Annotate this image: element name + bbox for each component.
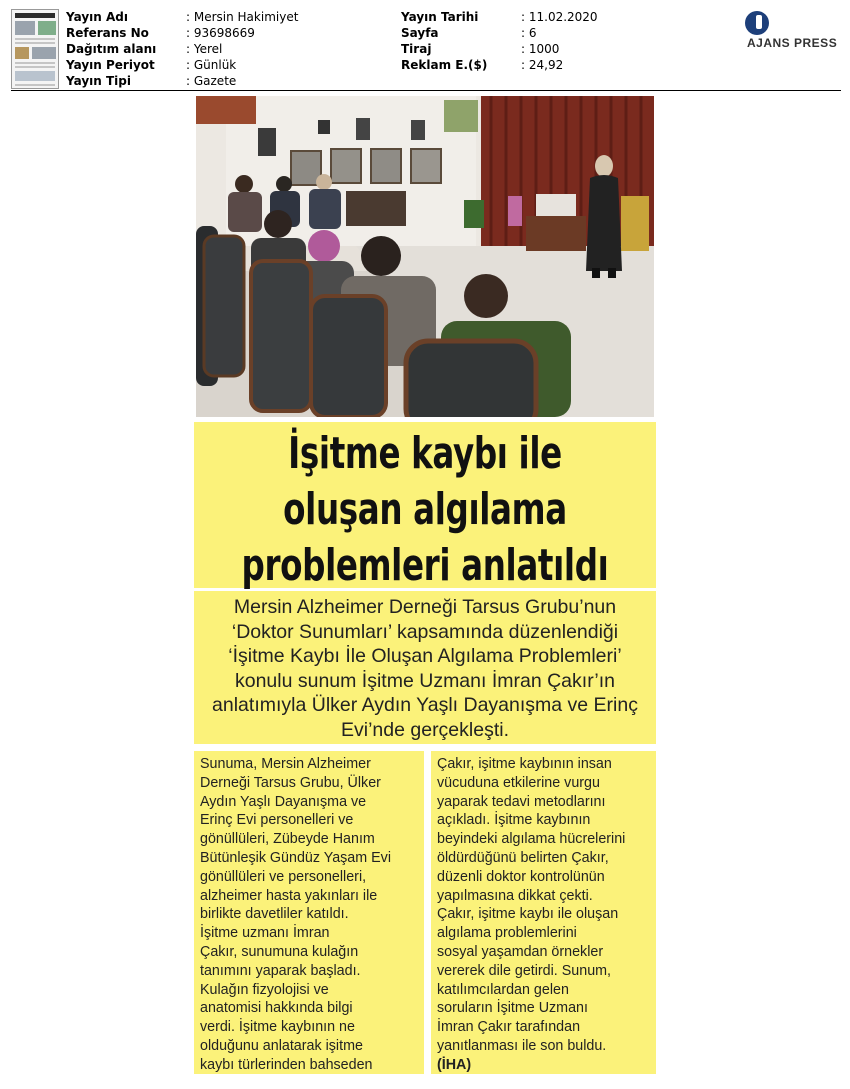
publication-metadata-left	[66, 9, 298, 89]
logo-text: AJANS PRESS	[747, 36, 838, 50]
article-lead-panel	[194, 591, 656, 744]
meta-label: Yayın Adı	[66, 10, 128, 24]
meta-label: Yayın Tarihi	[401, 10, 479, 24]
meta-label: Dağıtım alanı	[66, 42, 157, 56]
newspaper-page-thumbnail	[11, 9, 59, 89]
logo-mark-icon	[745, 11, 769, 35]
meta-label: Reklam E.($)	[401, 58, 488, 72]
meta-label: Tiraj	[401, 42, 432, 56]
article-body-right: Çakır, işitme kaybının insan vücuduna etkilerine vurgu yaparak tedavi metodlarını açıkladı. İşitme kaybının beyindeki algılama hücrelerini öldürdüğünü belirten Çakır, düzenli doktor kontrolünün yapılmasına dikkat çekti. Çakır, işitme kaybı ile oluşan algılama problemlerini sosyal yaşamdan örnekler vererek dile getirdi. Sunum, katılımcılardan gelen soruların İşitme Uzmanı İmran Çakır tarafından yanıtlanması ile son buldu.	[437, 756, 626, 1054]
article-lead: Mersin Alzheimer Derneği Tarsus Grubu’nun ‘Doktor Sunumları’ kapsamında düzenlendiği ‘İşitme Kaybı İle Oluşan Algılama Problemleri’ konulu sunum İşitme Uzmanı İmran Çakır’ın anlatımıyla Ülker Aydın Yaşlı Dayanışma ve Erinç Evi’nde gerçekleşti.	[212, 596, 638, 741]
meta-value: : Gazete	[186, 74, 237, 88]
meta-row	[66, 73, 298, 89]
article-body-column-left	[194, 751, 424, 1074]
meta-row	[401, 57, 598, 73]
header-divider	[11, 90, 841, 91]
meta-value: : 1000	[521, 42, 560, 56]
article-source: (İHA)	[437, 1056, 472, 1073]
meta-row	[66, 57, 298, 73]
meta-label: Yayın Periyot	[66, 58, 155, 72]
meta-value: : Mersin Hakimiyet	[186, 10, 299, 24]
meta-value: : Günlük	[186, 58, 237, 72]
meta-label: Sayfa	[401, 26, 439, 40]
article-headline-panel	[194, 422, 656, 591]
meta-row	[401, 9, 598, 25]
article-headline: İşitme kaybı ile oluşan algılama problemleri anlatıldı	[241, 428, 609, 591]
publication-metadata-right	[401, 9, 598, 73]
article-body-column-right	[431, 751, 656, 1074]
meta-row	[66, 9, 298, 25]
meta-value: : Yerel	[186, 42, 223, 56]
meta-row	[66, 41, 298, 57]
meta-row	[66, 25, 298, 41]
ajans-press-logo	[742, 11, 842, 51]
meta-row	[401, 41, 598, 57]
meta-value: : 24,92	[521, 58, 564, 72]
meta-value: : 11.02.2020	[521, 10, 598, 24]
meta-label: Yayın Tipi	[66, 74, 131, 88]
meta-value: : 6	[521, 26, 537, 40]
article-photo	[196, 96, 654, 417]
meta-value: : 93698669	[186, 26, 255, 40]
meta-row	[401, 25, 598, 41]
article-body-left: Sunuma, Mersin Alzheimer Derneği Tarsus Grubu, Ülker Aydın Yaşlı Dayanışma ve Erinç Evi personelleri ve gönüllüleri, Zübeyde Hanım Bütünleşik Gündüz Yaşam Evi gönüllüleri ve personelleri, alzheimer hasta yakınları ile birlikte davetliler katıldı. İşitme uzmanı İmran Çakır, sunumuna kulağın tanımını yaparak başladı. Kulağın fizyolojisi ve anatomisi hakkında bilgi verdi. İşitme kaybının ne olduğunu anlatarak işitme kaybı türlerinden bahseden	[200, 756, 391, 1073]
meta-label: Referans No	[66, 26, 149, 40]
